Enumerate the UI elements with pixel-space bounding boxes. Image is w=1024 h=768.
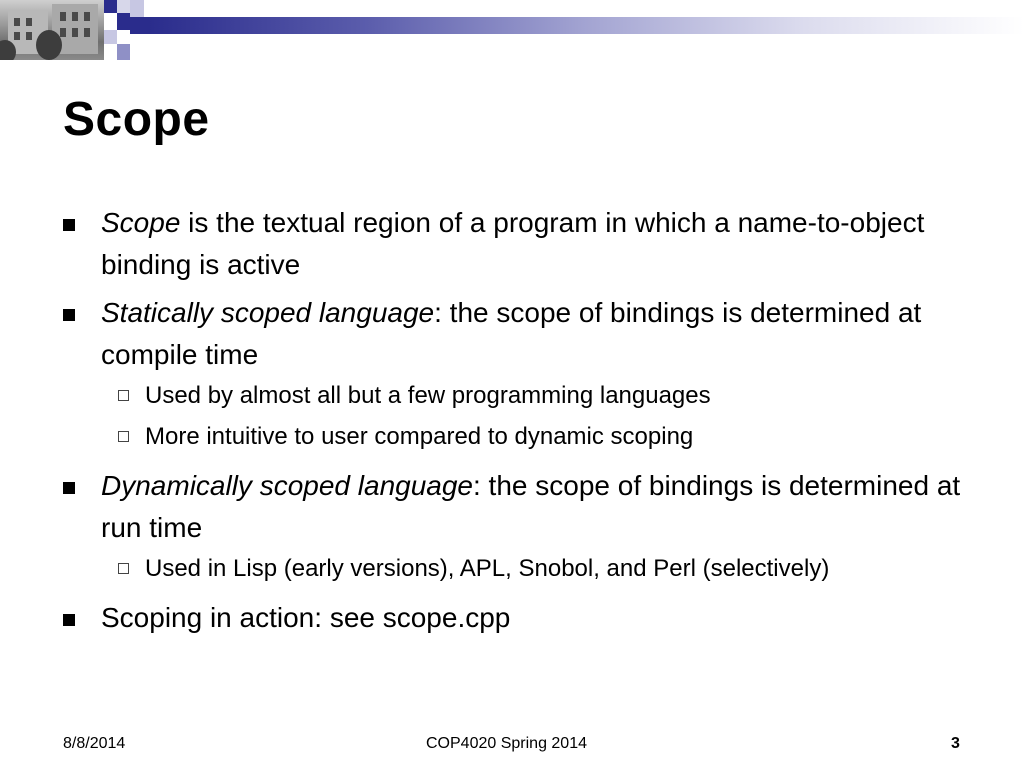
sub-bullet [63, 555, 983, 583]
sub-bullet-text: Used by almost all but a few programming languages [145, 382, 711, 409]
footer-date: 8/8/2014 [63, 735, 126, 752]
term: Dynamically scoped language [101, 470, 473, 501]
sub-bullet [63, 423, 983, 451]
decor-square [104, 30, 117, 44]
decor-square [117, 44, 130, 60]
square-bullet-icon [63, 614, 75, 626]
footer-course: COP4020 Spring 2014 [426, 735, 587, 752]
bullet-text: Scoping in action: see scope.cpp [101, 602, 511, 633]
decor-square [117, 13, 130, 30]
bullet-text: : the scope of bindings is determined at compile time [101, 297, 922, 370]
square-bullet-icon [63, 309, 75, 321]
bullet-scoping-in-action [63, 597, 983, 639]
bullet-text: is the textual region of a program in which a name-to-object binding is active [101, 207, 925, 280]
campus-building-image [0, 0, 104, 60]
slide-body [63, 202, 983, 645]
term: Scope [101, 207, 181, 238]
bullet-text: : the scope of bindings is determined at run time [101, 470, 961, 543]
header-decoration [0, 0, 1024, 62]
square-bullet-icon [63, 482, 75, 494]
hollow-square-bullet-icon [118, 563, 129, 574]
sub-bullet-text: Used in Lisp (early versions), APL, Snobol, and Perl (selectively) [145, 555, 830, 582]
decor-square [130, 17, 148, 34]
sub-bullet [63, 382, 983, 410]
decor-square [104, 0, 117, 13]
slide-number: 3 [951, 735, 960, 752]
decor-square [130, 0, 144, 17]
bullet-dynamic-scoping [63, 465, 983, 549]
bullet-scope [63, 202, 983, 286]
term: Statically scoped language [101, 297, 435, 328]
slide-title: Scope [63, 93, 210, 146]
square-bullet-icon [63, 219, 75, 231]
hollow-square-bullet-icon [118, 431, 129, 442]
sub-bullet-text: More intuitive to user compared to dynamic scoping [145, 423, 694, 450]
header-gradient-bar [148, 17, 1024, 34]
hollow-square-bullet-icon [118, 390, 129, 401]
decor-square [117, 0, 130, 13]
bullet-static-scoping [63, 292, 983, 376]
